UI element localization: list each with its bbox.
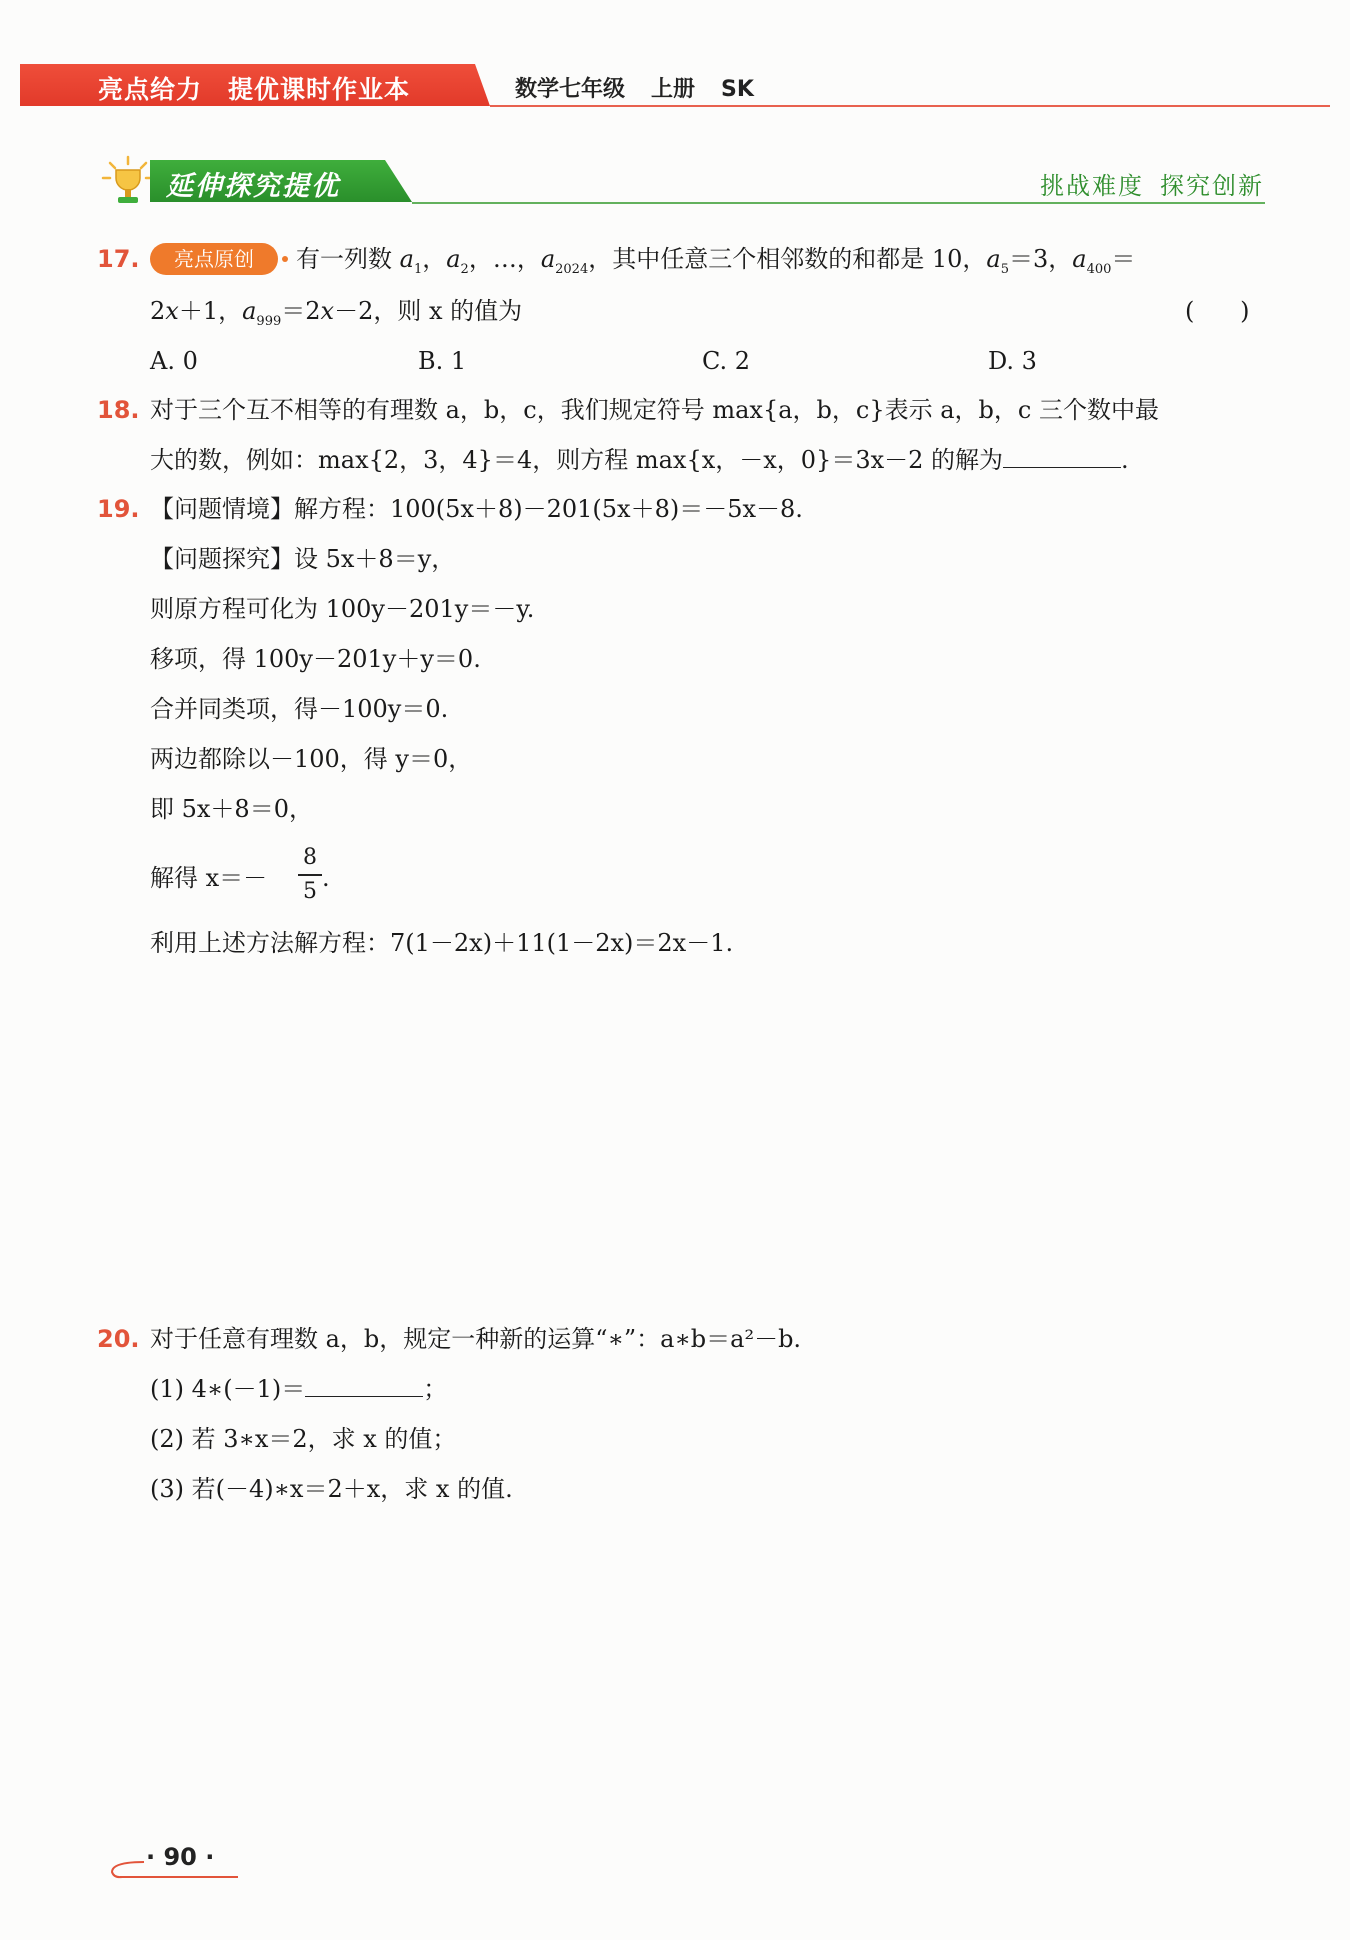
q19-explore: 【问题探究】设 5x＋8＝y， <box>150 545 456 573</box>
q20-number: 20. <box>97 1325 140 1353</box>
slogan-challenge: 挑战难度 <box>1040 172 1144 200</box>
q17-number: 17. <box>97 245 140 273</box>
q20-part1-text: (1) 4∗(－1)＝ <box>150 1375 306 1403</box>
q18-period: . <box>1121 446 1129 474</box>
q18-number: 18. <box>97 396 140 424</box>
q17-text-a: 有一列数 <box>296 245 400 273</box>
q19-step-4: 两边都除以－100，得 y＝0， <box>150 745 473 773</box>
badge-dot <box>282 256 288 262</box>
q18-answer-blank[interactable] <box>1003 445 1121 468</box>
brand-name: 亮点给力 <box>98 75 203 104</box>
book-series: 提优课时作业本 <box>228 75 411 104</box>
slogan-explore: 探究创新 <box>1160 172 1264 200</box>
q19-step-3: 合并同类项，得－100y＝0. <box>150 695 449 723</box>
original-badge: 亮点原创 <box>150 243 278 275</box>
q18-stem-line1: 对于三个互不相等的有理数 a，b，c，我们规定符号 max{a，b，c}表示 a，b，c 三个数中最 <box>150 396 1159 424</box>
q18-stem-line2 <box>150 443 1129 477</box>
q17-text-c: ，则 x 的值为 <box>373 297 523 325</box>
option-c[interactable]: C. 2 <box>702 347 751 375</box>
q17-stem-line2: 2x＋1，$a_{999}=2x-2$，则 x 的值为 <box>150 297 523 329</box>
fraction <box>298 844 322 906</box>
fraction-denominator: 5 <box>303 878 317 904</box>
option-a[interactable]: A. 0 <box>150 347 198 375</box>
q19-situation: 【问题情境】解方程：100(5x＋8)－201(5x＋8)＝－5x－8. <box>150 495 803 523</box>
subject-grade: 数学七年级 <box>515 77 626 102</box>
q20-stem: 对于任意有理数 a，b，规定一种新的运算“∗”：a∗b＝a²－b. <box>150 1325 802 1353</box>
fraction-numerator: 8 <box>303 845 317 870</box>
q19-step-2: 移项，得 100y－201y＋y＝0. <box>150 645 481 673</box>
section-rule <box>412 202 1265 204</box>
q19-number: 19. <box>97 495 140 523</box>
q19-step-5: 即 5x＋8＝0， <box>150 795 313 823</box>
volume: 上册 <box>651 77 696 102</box>
q20-part2: (2) 若 3∗x＝2，求 x 的值； <box>150 1425 457 1453</box>
q19-solution-prefix: 解得 x＝－ <box>150 864 268 892</box>
q17-text-b: ，其中任意三个相邻数的和都是 10， <box>588 245 987 273</box>
section-slogan <box>1040 166 1264 201</box>
edition: SK <box>721 77 754 102</box>
q19-task: 利用上述方法解方程：7(1－2x)＋11(1－2x)＝2x－1. <box>150 929 734 957</box>
header-book-info <box>515 72 780 103</box>
q19-solution-period: . <box>322 864 330 892</box>
trophy-icon <box>100 154 156 210</box>
option-b[interactable]: B. 1 <box>418 347 467 375</box>
answer-bracket[interactable]: ( ) <box>1185 297 1250 325</box>
option-d[interactable]: D. 3 <box>988 347 1037 375</box>
header-rule <box>490 105 1330 107</box>
q19-answer-space[interactable] <box>150 975 1270 1305</box>
section-title: 延伸探究提优 <box>166 171 340 202</box>
fraction-bar <box>298 874 322 876</box>
header-brand <box>98 70 410 102</box>
q19-step-1: 则原方程可化为 100y－201y＝－y. <box>150 595 535 623</box>
page-number: · 90 · <box>146 1843 215 1871</box>
q17-stem-line1: 有一列数 $a_1$，$a_2$，…，$a_{2024}$，其中任意三个相邻数的和都是 10，$a_5=3$，$a_{400}=$ <box>296 245 1136 277</box>
q20-part1-blank[interactable] <box>305 1374 423 1397</box>
q20-part1-end: ； <box>423 1375 448 1403</box>
q18-text: 大的数，例如：max{2，3，4}＝4，则方程 max{x，－x，0}＝3x－2 的解为 <box>150 446 1004 474</box>
page-number-rule <box>120 1876 238 1878</box>
q20-part3: (3) 若(－4)∗x＝2＋x，求 x 的值. <box>150 1475 513 1503</box>
q20-answer-space[interactable] <box>150 1520 1270 1820</box>
q20-part1 <box>150 1372 447 1406</box>
